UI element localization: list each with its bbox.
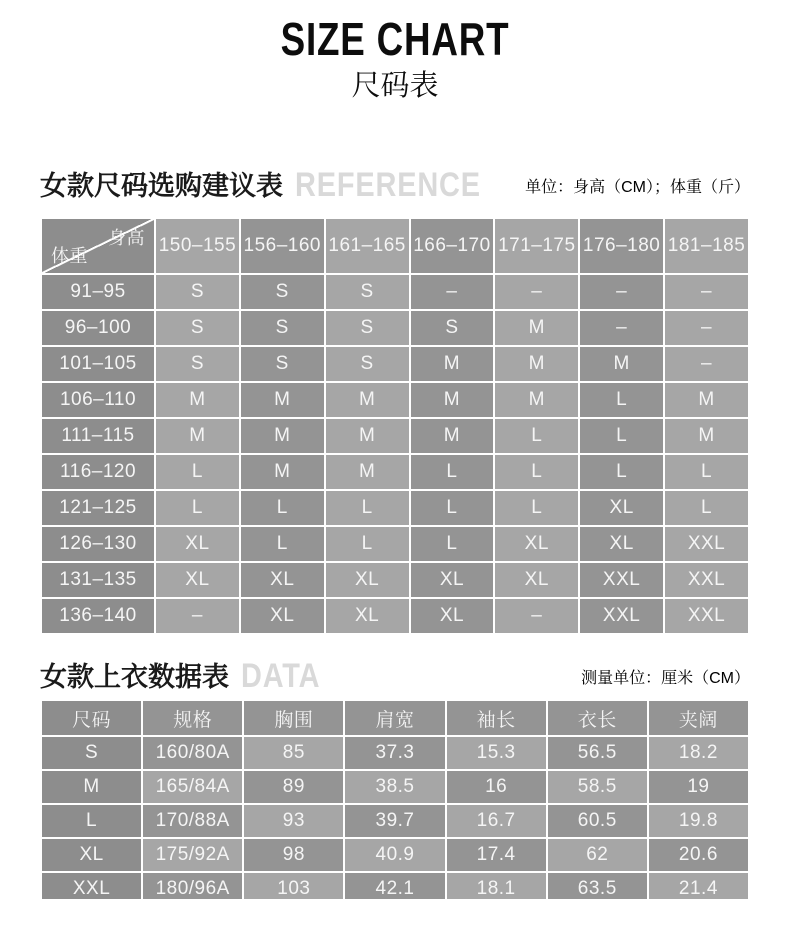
measure-column-header: 胸围 xyxy=(243,700,344,736)
size-cell: S xyxy=(240,310,325,346)
size-label: M xyxy=(41,770,142,804)
size-cell: M xyxy=(240,454,325,490)
size-cell: L xyxy=(579,382,664,418)
size-cell: XL xyxy=(494,526,579,562)
measure-column-header: 尺码 xyxy=(41,700,142,736)
size-cell: M xyxy=(579,346,664,382)
size-cell: M xyxy=(155,418,240,454)
weight-range-label: 136–140 xyxy=(41,598,155,634)
measure-cell: 18.2 xyxy=(648,736,749,770)
corner-weight-label: 体重 xyxy=(51,246,88,267)
data-section-title: 女款上衣数据表 xyxy=(40,662,229,693)
size-cell: M xyxy=(410,346,495,382)
size-cell: XL xyxy=(240,598,325,634)
size-cell: S xyxy=(325,310,410,346)
size-cell: XXL xyxy=(664,526,749,562)
measure-cell: 60.5 xyxy=(547,804,648,838)
size-cell: XL xyxy=(240,562,325,598)
size-cell: M xyxy=(410,382,495,418)
measure-column-header: 袖长 xyxy=(446,700,547,736)
size-cell: XXL xyxy=(579,598,664,634)
size-cell: L xyxy=(410,526,495,562)
size-cell: L xyxy=(494,418,579,454)
size-cell: L xyxy=(664,454,749,490)
corner-cell xyxy=(41,218,155,274)
size-cell: XL xyxy=(579,490,664,526)
size-cell: XXL xyxy=(664,562,749,598)
measure-cell: 19.8 xyxy=(648,804,749,838)
size-cell: M xyxy=(325,382,410,418)
size-cell: M xyxy=(494,346,579,382)
measure-cell: 160/80A xyxy=(142,736,243,770)
measure-column-header: 规格 xyxy=(142,700,243,736)
size-cell: – xyxy=(410,274,495,310)
size-cell: – xyxy=(579,310,664,346)
size-cell: S xyxy=(325,346,410,382)
size-cell: M xyxy=(664,418,749,454)
measure-cell: 16.7 xyxy=(446,804,547,838)
height-range-header: 161–165 xyxy=(325,218,410,274)
size-label: XXL xyxy=(41,872,142,899)
page-title xyxy=(0,0,790,65)
reference-unit-note: 单位：身高（CM）；体重（斤） xyxy=(525,179,750,197)
size-cell: S xyxy=(325,274,410,310)
size-cell: L xyxy=(410,490,495,526)
measure-cell: 165/84A xyxy=(142,770,243,804)
size-cell: L xyxy=(410,454,495,490)
measure-column-header: 肩宽 xyxy=(344,700,445,736)
measure-cell: 20.6 xyxy=(648,838,749,872)
height-range-header: 181–185 xyxy=(664,218,749,274)
measure-cell: 16 xyxy=(446,770,547,804)
weight-range-label: 131–135 xyxy=(41,562,155,598)
measure-cell: 170/88A xyxy=(142,804,243,838)
height-range-header: 166–170 xyxy=(410,218,495,274)
measure-column-header: 夹阔 xyxy=(648,700,749,736)
size-cell: – xyxy=(494,598,579,634)
size-reference-table xyxy=(40,217,750,635)
size-cell: S xyxy=(155,310,240,346)
size-cell: S xyxy=(155,346,240,382)
height-range-header: 176–180 xyxy=(579,218,664,274)
size-cell: L xyxy=(240,490,325,526)
size-cell: L xyxy=(325,490,410,526)
size-cell: S xyxy=(240,274,325,310)
data-watermark: DATA xyxy=(241,657,321,696)
size-label: L xyxy=(41,804,142,838)
size-cell: L xyxy=(155,490,240,526)
size-cell: – xyxy=(494,274,579,310)
reference-section-title: 女款尺码选购建议表 xyxy=(40,171,283,202)
height-range-header: 150–155 xyxy=(155,218,240,274)
size-cell: S xyxy=(240,346,325,382)
measure-cell: 175/92A xyxy=(142,838,243,872)
measure-cell: 98 xyxy=(243,838,344,872)
size-cell: XL xyxy=(325,562,410,598)
measure-cell: 103 xyxy=(243,872,344,899)
measure-cell: 93 xyxy=(243,804,344,838)
measure-cell: 85 xyxy=(243,736,344,770)
weight-range-label: 106–110 xyxy=(41,382,155,418)
size-cell: L xyxy=(155,454,240,490)
size-cell: L xyxy=(240,526,325,562)
size-label: S xyxy=(41,736,142,770)
measure-cell: 19 xyxy=(648,770,749,804)
measure-cell: 17.4 xyxy=(446,838,547,872)
measure-cell: 15.3 xyxy=(446,736,547,770)
height-range-header: 171–175 xyxy=(494,218,579,274)
measure-cell: 42.1 xyxy=(344,872,445,899)
weight-range-label: 96–100 xyxy=(41,310,155,346)
weight-range-label: 116–120 xyxy=(41,454,155,490)
reference-section-header xyxy=(40,166,750,205)
size-cell: XL xyxy=(155,526,240,562)
size-cell: M xyxy=(494,310,579,346)
data-section-header xyxy=(40,657,750,696)
size-cell: M xyxy=(155,382,240,418)
weight-range-label: 101–105 xyxy=(41,346,155,382)
size-cell: – xyxy=(155,598,240,634)
size-cell: M xyxy=(410,418,495,454)
size-cell: – xyxy=(579,274,664,310)
size-cell: – xyxy=(664,346,749,382)
size-cell: XL xyxy=(579,526,664,562)
weight-range-label: 121–125 xyxy=(41,490,155,526)
measure-cell: 56.5 xyxy=(547,736,648,770)
size-cell: M xyxy=(325,454,410,490)
size-cell: XL xyxy=(155,562,240,598)
size-cell: L xyxy=(579,454,664,490)
size-cell: XL xyxy=(410,562,495,598)
measurements-table-clip xyxy=(40,699,750,899)
size-cell: M xyxy=(240,418,325,454)
size-cell: XL xyxy=(494,562,579,598)
measure-cell: 21.4 xyxy=(648,872,749,899)
data-unit-note: 测量单位：厘米（CM） xyxy=(581,670,750,688)
page-title-text: SIZE CHART xyxy=(280,13,510,65)
measure-cell: 63.5 xyxy=(547,872,648,899)
size-cell: M xyxy=(325,418,410,454)
size-cell: XXL xyxy=(579,562,664,598)
size-cell: M xyxy=(240,382,325,418)
size-cell: L xyxy=(494,490,579,526)
page-subtitle: 尺码表 xyxy=(351,69,439,102)
measure-cell: 38.5 xyxy=(344,770,445,804)
measure-cell: 40.9 xyxy=(344,838,445,872)
size-cell: S xyxy=(410,310,495,346)
size-cell: M xyxy=(664,382,749,418)
measure-cell: 62 xyxy=(547,838,648,872)
size-cell: S xyxy=(155,274,240,310)
size-cell: M xyxy=(494,382,579,418)
measure-cell: 58.5 xyxy=(547,770,648,804)
size-cell: – xyxy=(664,310,749,346)
size-cell: XL xyxy=(325,598,410,634)
measure-cell: 89 xyxy=(243,770,344,804)
weight-range-label: 91–95 xyxy=(41,274,155,310)
reference-watermark: REFERENCE xyxy=(295,166,481,205)
size-cell: – xyxy=(664,274,749,310)
measure-cell: 18.1 xyxy=(446,872,547,899)
size-label: XL xyxy=(41,838,142,872)
height-range-header: 156–160 xyxy=(240,218,325,274)
measure-cell: 39.7 xyxy=(344,804,445,838)
size-cell: L xyxy=(494,454,579,490)
size-cell: XL xyxy=(410,598,495,634)
size-cell: XXL xyxy=(664,598,749,634)
weight-range-label: 126–130 xyxy=(41,526,155,562)
measurements-table xyxy=(40,699,750,899)
corner-height-label: 身高 xyxy=(108,228,145,249)
weight-range-label: 111–115 xyxy=(41,418,155,454)
measure-cell: 180/96A xyxy=(142,872,243,899)
size-cell: L xyxy=(664,490,749,526)
measure-cell: 37.3 xyxy=(344,736,445,770)
measure-column-header: 衣长 xyxy=(547,700,648,736)
size-cell: L xyxy=(325,526,410,562)
size-cell: L xyxy=(579,418,664,454)
